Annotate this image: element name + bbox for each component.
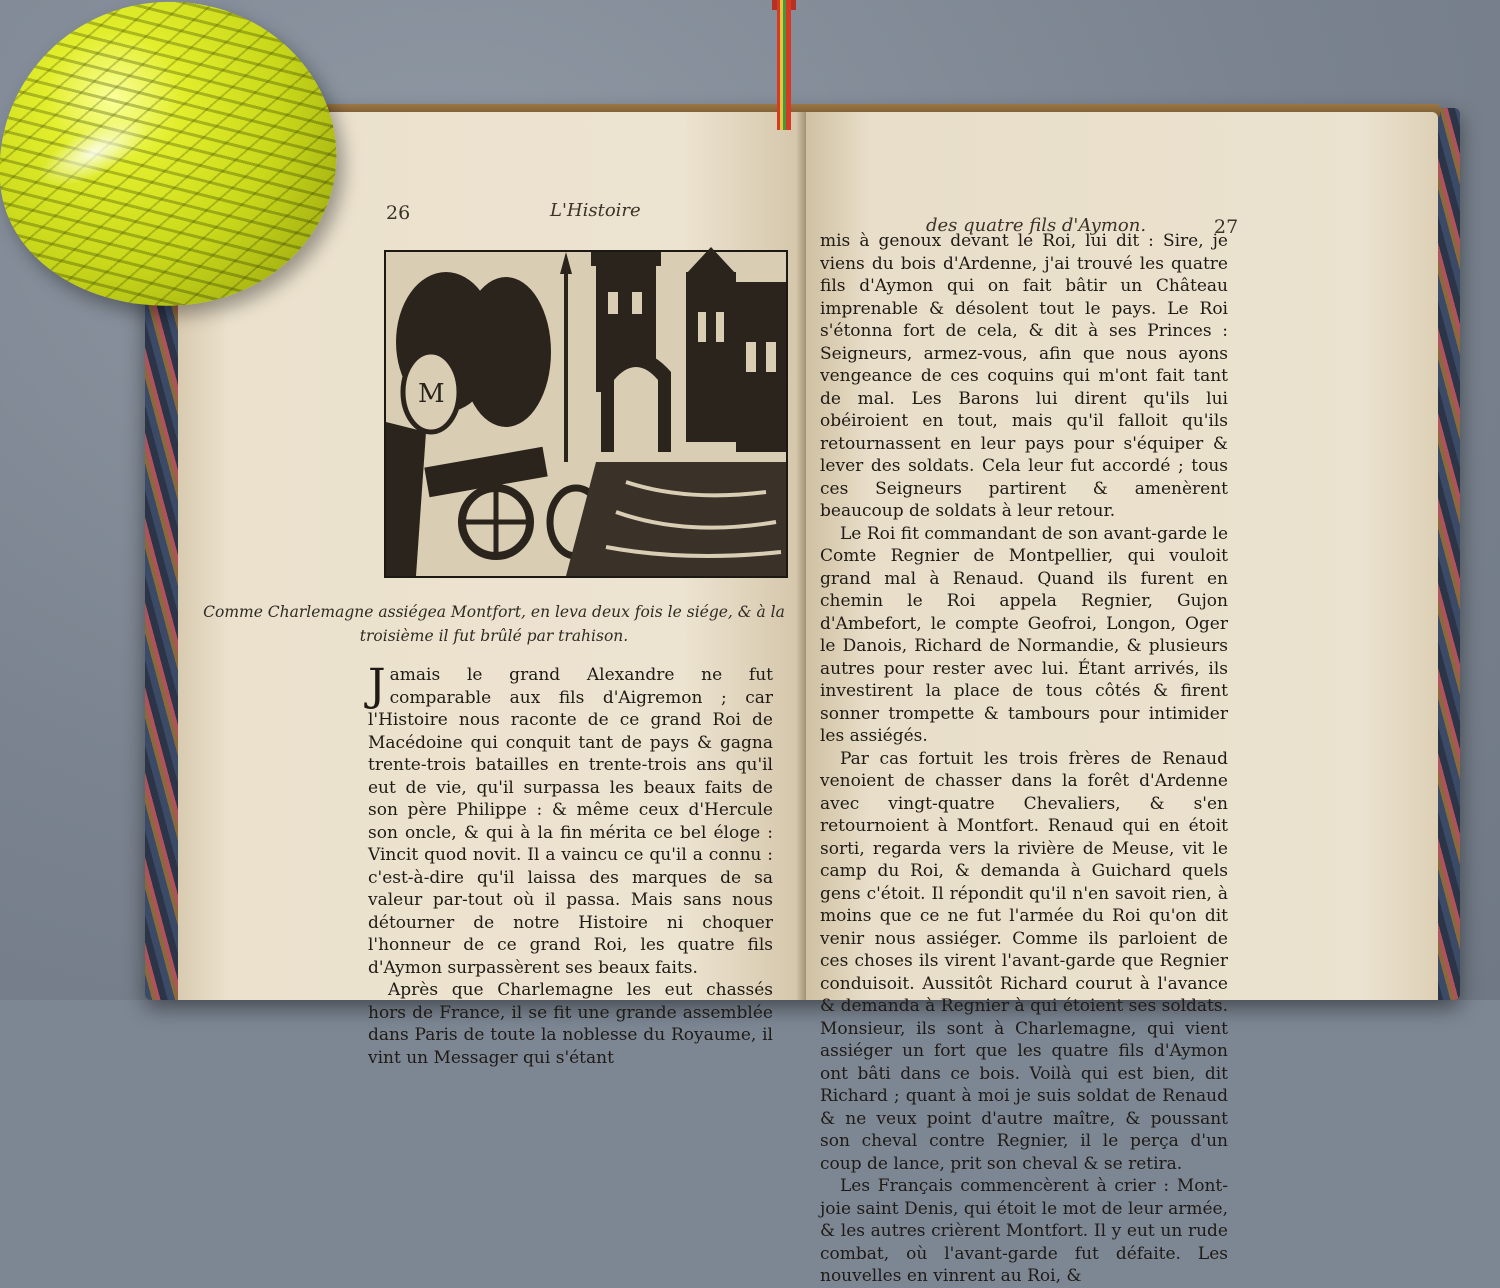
svg-text:M: M bbox=[418, 379, 445, 409]
right-page bbox=[806, 112, 1438, 1286]
paragraph: Après que Charlemagne les eut chassés hors de France, il se fit une grande assemblée dans Paris de toute la noblesse du Royaume, il vint un Messager qui s'étant bbox=[368, 980, 773, 1068]
drop-cap: J bbox=[368, 660, 386, 711]
paragraph: Les Français commencèrent à crier : Mont-joie saint Denis, qui étoit le mot de leur armée, & les autres crièrent Montfort. Il y eut un rude combat, où l'avant-garde fut défaite. Les nouvelles en vinrent au Roi, & bbox=[820, 1176, 1228, 1286]
paragraph: mis à genoux devant le Roi, lui dit : Sire, je viens du bois d'Ardenne, j'ai trouvé les quatre fils d'Aymon qui on fait bâtir un Château imprenable & désolent tout le pays. Le Roi s'étonna fort de cela, & dit à ses Princes : Seigneurs, armez-vous, afin que nous ayons vengeance de ces coquins qui m'ont fait tant de mal. Les Barons lui dirent qu'ils lui obéiroient en tout, mais qu'il falloit qu'ils retournassent en leur pays pour s'équiper & lever des soldats. Cela leur fut accordé ; tous ces Seigneurs partirent & amenèrent beaucoup de soldats à leur retour. bbox=[820, 231, 1228, 521]
page-number-right: 27 bbox=[1214, 216, 1239, 238]
paragraph: Par cas fortuit les trois frères de Renaud venoient de chasser dans la forêt d'Ardenne avec vingt-quatre Chevaliers, & s'en retournoient à Montfort. Renaud qui en étoit sorti, regarda vers la rivière de Meuse, vit le camp du Roi, & demanda à Guichard quels gens c'étoit. Il répondit qu'il n'en savoit rien, à moins que ce ne fut l'armée du Roi qu'on dit venir nous assiéger. Comme ils parloient de ces choses ils virent l'avant-garde que Regnier conduisoit. Aussitôt Richard courut à l'avance & demanda à Regnier à qui étoient ses soldats. Monsieur, ils sont à Charlemagne, qui vient assiéger un fort que les quatre fils d'Aymon ont bâti dans ce bois. Voilà qui est bien, dit Richard ; quant à moi je suis soldat de Renaud & ne veux point d'autre maître, & poussant son cheval contre Regnier, il le perça d'un coup de lance, prit son cheval & se retira. bbox=[820, 748, 1228, 1174]
paragraph: Le Roi fit commandant de son avant-garde le Comte Regnier de Montpellier, qui vouloit grand mal à Renaud. Quand ils furent en chemin le Roi appela Regnier, Gujon d'Ambefort, le compte Geofroi, Longon, Oger le Danois, Richard de Normandie, & plusieurs autres pour rester avec lui. Étant arrivés, ils investirent la place de tous côtés & firent sonner trompette & tambours pour intimider les assiégés. bbox=[820, 523, 1228, 746]
illustration-caption: Comme Charlemagne assiégea Montfort, en leva deux fois le siége, & à la troisième il fut brûlé par trahison. bbox=[203, 603, 785, 645]
left-body-text bbox=[368, 660, 773, 1069]
page-number-left: 26 bbox=[386, 202, 411, 224]
paragraph-text: amais le grand Alexandre ne fut comparable aux fils d'Aigremon ; car l'Histoire nous raconte de ce grand Roi de Macédoine qui conquit tant de pays & gagna trente-trois batailles en trente-trois ans qu'il eut de vie, qu'il surpassa les beaux faits de son père Philippe : & même ceux d'Hercule son oncle, & qui à la fin mérita ce bel éloge : Vincit quod novit. Il a vaincu ce qu'il a connu : c'est-à-dire qu'il laissa des marques de sa valeur par-tout où il passa. Mais sans nous détourner de notre Histoire ni choquer l'honneur de ce grand Roi, les quatre fils d'Aymon surpassèrent ses beaux faits. bbox=[368, 665, 773, 978]
paragraph bbox=[368, 660, 773, 979]
right-body-text bbox=[820, 230, 1228, 1288]
bookmark-ribbon bbox=[777, 0, 791, 130]
running-head-right: des quatre fils d'Aymon. bbox=[926, 215, 1147, 236]
running-head-left: L'Histoire bbox=[550, 200, 641, 221]
woodcut-illustration bbox=[384, 250, 788, 578]
